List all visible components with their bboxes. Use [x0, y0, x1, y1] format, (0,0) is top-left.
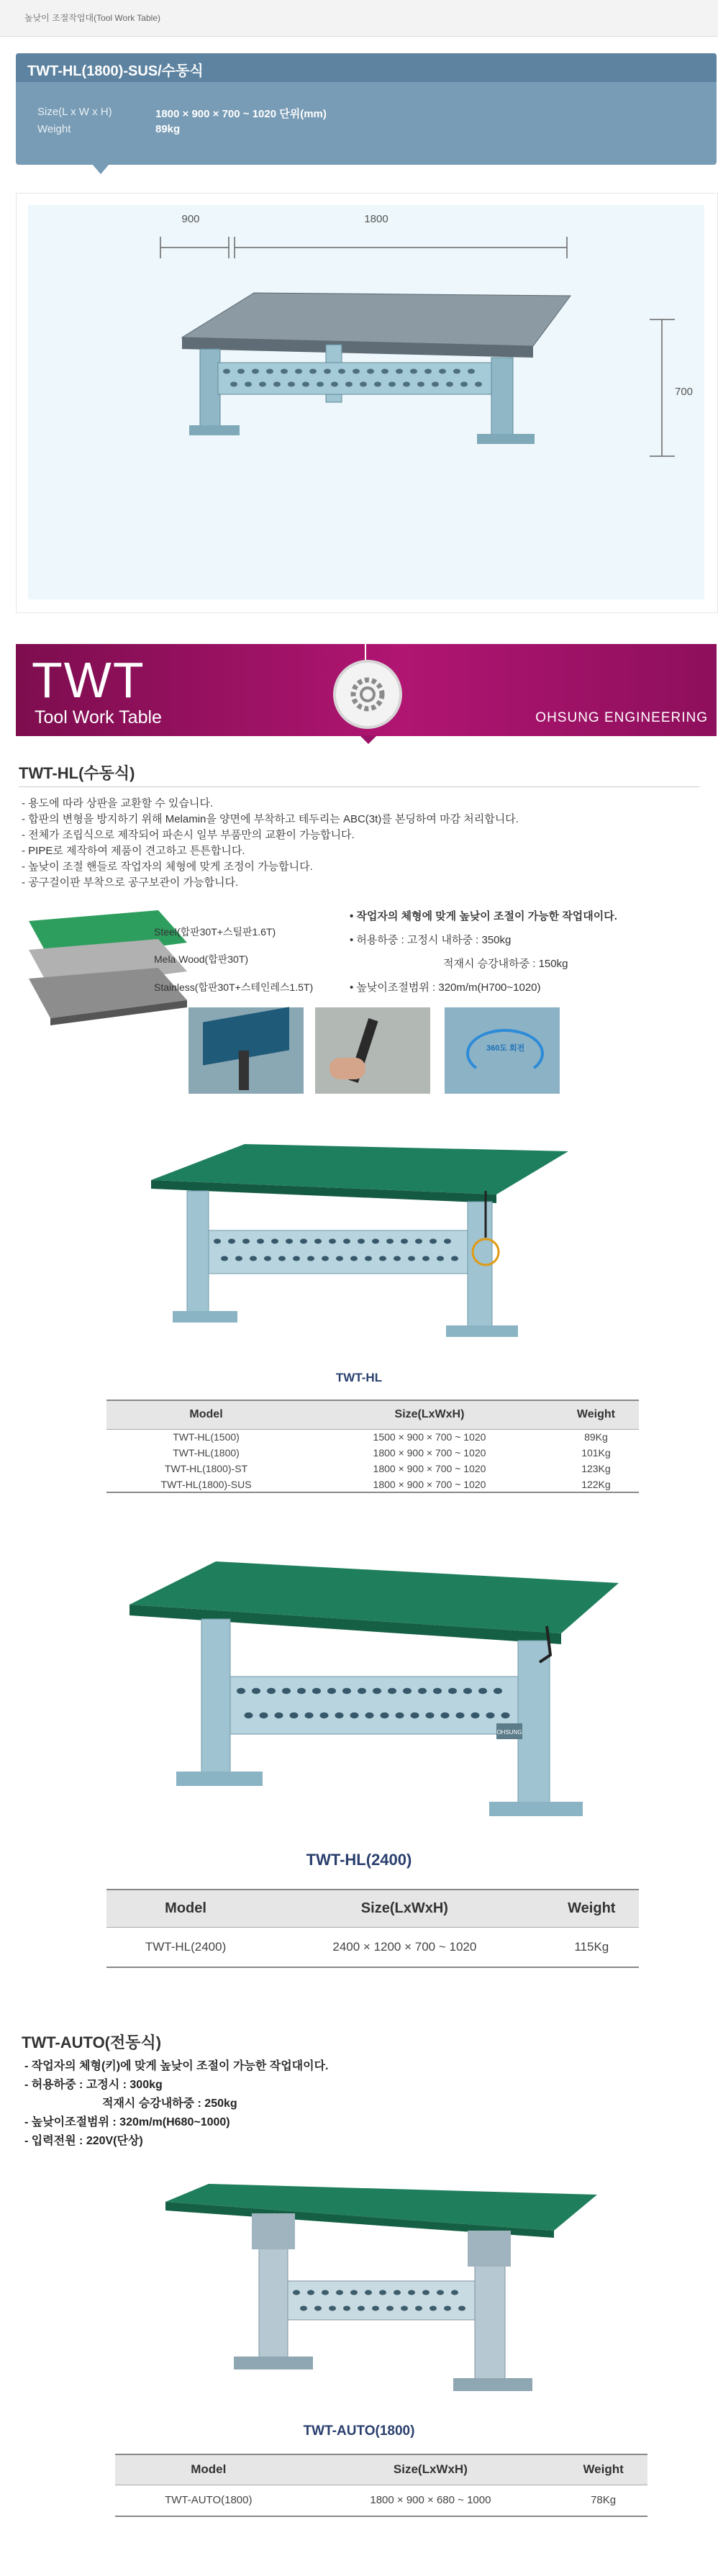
board-hole: [408, 1256, 415, 1261]
auto-spec: - 입력전원 : 220V(단상): [24, 2135, 143, 2147]
board-hole: [365, 1713, 374, 1718]
hl-feature: • 허용하중 : 고정시 내하중 : 350kg: [350, 934, 512, 946]
board-hole: [314, 1239, 322, 1244]
board-hole: [422, 1256, 430, 1261]
detail-photo-handle: [315, 1007, 430, 1094]
board-hole: [230, 382, 237, 387]
board-hole: [456, 1713, 465, 1718]
board-hole: [322, 1256, 329, 1261]
board-hole: [396, 369, 403, 374]
breadcrumb: 높낮이 조절작업대(Tool Work Table): [24, 13, 160, 23]
board-hole: [264, 1256, 271, 1261]
hl-feature: 적재시 승강내하중 : 150kg: [443, 958, 568, 970]
board-hole: [322, 2290, 329, 2295]
col-weight: Weight: [553, 1400, 639, 1429]
board-hole: [282, 1688, 291, 1694]
board-hole: [343, 2306, 350, 2311]
board-hole: [237, 369, 245, 374]
board-hole: [350, 1713, 359, 1718]
table-drawing: [17, 194, 717, 612]
board-hole: [358, 1239, 365, 1244]
board-hole: [320, 1713, 329, 1718]
board-hole: [458, 2306, 465, 2311]
detail-photo-rotation: [445, 1007, 560, 1094]
board-hole: [252, 1688, 260, 1694]
twt-hl-caption: TWT-HL: [335, 1371, 383, 1384]
auto-spec: - 높낮이조절범위 : 320m/m(H680~1000): [24, 2116, 230, 2128]
banner-pointer: [360, 735, 377, 744]
board-hole: [446, 382, 453, 387]
board-hole: [358, 2306, 365, 2311]
banner-subtitle: Tool Work Table: [35, 707, 162, 727]
board-hole: [424, 369, 432, 374]
board-hole: [396, 1713, 404, 1718]
board-hole: [463, 1688, 472, 1694]
board-hole: [360, 382, 367, 387]
board-hole: [290, 1713, 299, 1718]
board-hole: [430, 2306, 437, 2311]
board-hole: [478, 1688, 487, 1694]
table-row: TWT-HL(1500) 1500 × 900 × 700 ~ 1020 89Kg: [173, 1431, 608, 1443]
board-hole: [475, 382, 482, 387]
dim-height: 700: [675, 386, 694, 398]
board-hole: [415, 1239, 422, 1244]
board-hole: [358, 1688, 366, 1694]
board-hole: [403, 382, 410, 387]
auto-spec: 적재시 승강내하중 : 250kg: [102, 2097, 237, 2110]
board-hole: [394, 2290, 401, 2295]
dim-width: 900: [181, 213, 200, 225]
board-hole: [252, 369, 259, 374]
board-hole: [228, 1239, 235, 1244]
material-steel: Steel(합판30T+스틸판1.6T): [154, 926, 276, 938]
twt-hl-product-image: [137, 1123, 568, 1360]
board-hole: [415, 2306, 422, 2311]
hl-section-title: TWT-HL(수동식): [19, 764, 135, 782]
board-hole: [386, 2306, 394, 2311]
board-hole: [221, 1256, 228, 1261]
board-hole: [214, 1239, 221, 1244]
size-value: 1800 × 900 × 700 ~ 1020 단위(mm): [155, 108, 327, 120]
board-hole: [501, 1713, 510, 1718]
col-model: Model: [106, 1400, 306, 1429]
board-hole: [327, 1688, 336, 1694]
twt-auto-product-image: [151, 2180, 597, 2418]
board-hole: [437, 1256, 444, 1261]
spec-header: [16, 53, 717, 165]
board-hole: [317, 382, 324, 387]
board-hole: [422, 2290, 430, 2295]
auto-section-title: TWT-AUTO(전동식): [22, 2033, 162, 2051]
hl-feature: • 높낮이조절범위 : 320m/m(H700~1020): [350, 981, 541, 994]
board-hole: [302, 382, 309, 387]
board-hole: [312, 1688, 321, 1694]
table-row: TWT-HL(1800)-SUS 1800 × 900 × 700 ~ 1020 122Kg: [106, 1477, 639, 1492]
board-hole: [259, 382, 266, 387]
board-hole: [350, 1256, 358, 1261]
twt-banner: [16, 644, 717, 736]
board-hole: [336, 1256, 343, 1261]
table-row: TWT-HL(1800) 1800 × 900 × 700 ~ 1020 101Kg: [173, 1447, 611, 1459]
board-hole: [331, 382, 338, 387]
board-hole: [418, 1688, 427, 1694]
board-hole: [329, 2306, 336, 2311]
board-hole: [305, 1713, 314, 1718]
hl-feature: • 작업자의 체형에 맞게 높낮이 조절이 가능한 작업대이다.: [350, 910, 617, 922]
board-hole: [379, 2290, 386, 2295]
board-hole: [394, 1256, 401, 1261]
board-hole: [460, 382, 468, 387]
board-hole: [293, 2290, 300, 2295]
board-hole: [300, 2306, 307, 2311]
board-hole: [293, 1256, 300, 1261]
hl-bullet: - PIPE로 제작하여 제품이 견고하고 튼튼합니다.: [22, 845, 245, 857]
board-hole: [343, 1239, 350, 1244]
board-hole: [286, 1239, 293, 1244]
board-hole: [266, 369, 273, 374]
board-hole: [444, 2306, 451, 2311]
detail-photo-crank: [188, 1007, 304, 1094]
board-hole: [408, 2290, 415, 2295]
weight-value: 89kg: [155, 123, 181, 135]
board-hole: [451, 1256, 458, 1261]
board-hole: [372, 1239, 379, 1244]
board-hole: [242, 1239, 250, 1244]
board-hole: [439, 369, 446, 374]
board-hole: [335, 1713, 344, 1718]
header-pointer: [92, 164, 109, 174]
board-hole: [494, 1688, 502, 1694]
size-label: Size(L x W x H): [37, 106, 112, 118]
board-hole: [309, 369, 317, 374]
board-hole: [451, 2290, 458, 2295]
auto-spec: - 작업자의 체형(키)에 맞게 높낮이 조절이 가능한 작업대이다.: [24, 2060, 329, 2072]
board-hole: [281, 369, 288, 374]
material-stainless: Stainless(합판30T+스테인레스1.5T): [154, 981, 314, 993]
twt-hl-2400-spec-table: Model Size(LxWxH) Weight TWT-HL(2400) 2400 × 1200 × 700 ~ 1020 115Kg: [106, 1889, 639, 1968]
board-hole: [367, 369, 374, 374]
weight-label: Weight: [37, 123, 71, 135]
board-hole: [448, 1688, 457, 1694]
board-hole: [329, 1239, 336, 1244]
auto-spec: - 허용하중 : 고정시 : 300kg: [24, 2079, 163, 2091]
drawing-panel: [16, 193, 718, 613]
board-hole: [388, 382, 396, 387]
board-hole: [260, 1713, 268, 1718]
brand-plate: OHSUNG: [496, 1729, 522, 1736]
board-hole: [401, 2306, 408, 2311]
board-hole: [471, 1713, 480, 1718]
board-hole: [345, 382, 353, 387]
board-hole: [374, 382, 381, 387]
board-hole: [278, 1256, 286, 1261]
board-hole: [426, 1713, 435, 1718]
twt-hl-spec-table: [106, 1400, 639, 1493]
board-hole: [417, 382, 424, 387]
board-hole: [437, 2290, 444, 2295]
board-hole: [441, 1713, 450, 1718]
board-hole: [271, 1239, 278, 1244]
twt-auto-spec-table: Model Size(LxWxH) Weight TWT-AUTO(1800) 1800 × 900 × 680 ~ 1000 78Kg: [115, 2454, 647, 2517]
board-hole: [223, 369, 230, 374]
board-hole: [381, 369, 388, 374]
board-hole: [267, 1688, 276, 1694]
board-hole: [307, 1256, 314, 1261]
table-row: TWT-HL(1800)-ST 1800 × 900 × 700 ~ 1020 123Kg: [164, 1463, 611, 1474]
banner-logo: TWT: [32, 652, 145, 708]
board-hole: [381, 1713, 389, 1718]
board-hole: [300, 1239, 307, 1244]
board-hole: [444, 1239, 451, 1244]
gear-icon: [333, 660, 402, 729]
twt-hl-2400-caption: TWT-HL(2400): [306, 1851, 412, 1869]
board-hole: [342, 1688, 351, 1694]
board-hole: [275, 1713, 283, 1718]
hl-bullet: - 공구걸이판 부착으로 공구보관이 가능합니다.: [22, 876, 239, 889]
banner-company: OHSUNG ENGINEERING: [535, 710, 708, 725]
hl-bullet: - 전체가 조립식으로 제작되어 파손시 일부 부품만의 교환이 가능합니다.: [22, 829, 355, 841]
board-hole: [288, 382, 295, 387]
board-hole: [235, 1256, 242, 1261]
board-hole: [314, 2306, 322, 2311]
rotation-badge: 360도 회전: [486, 1044, 525, 1053]
board-hole: [453, 369, 460, 374]
rotation-arrow-icon: [466, 1029, 544, 1078]
board-hole: [295, 369, 302, 374]
board-hole: [257, 1239, 264, 1244]
hl-bullet: - 용도에 따라 상판을 교환할 수 있습니다.: [22, 797, 214, 809]
material-mela-wood: Mela Wood(합판30T): [154, 953, 249, 965]
board-hole: [250, 1256, 257, 1261]
board-hole: [379, 1256, 386, 1261]
board-hole: [433, 1688, 442, 1694]
board-hole: [372, 2306, 379, 2311]
board-hole: [410, 369, 417, 374]
board-hole: [245, 1713, 253, 1718]
board-hole: [430, 1239, 437, 1244]
hl-bullet: - 합판의 변형을 방지하기 위해 Melamin을 양면에 부착하고 테두리는 ABC(3t)를 본딩하여 마감 처리합니다.: [22, 813, 519, 825]
dim-length: 1800: [364, 213, 388, 225]
board-hole: [336, 2290, 343, 2295]
board-hole: [486, 1713, 495, 1718]
board-hole: [324, 369, 331, 374]
board-hole: [403, 1688, 412, 1694]
board-hole: [273, 382, 281, 387]
board-hole: [386, 1239, 394, 1244]
twt-hl-2400-product-image: [115, 1540, 633, 1842]
board-hole: [297, 1688, 306, 1694]
board-hole: [468, 369, 475, 374]
board-hole: [350, 2290, 358, 2295]
table-row: TWT-HL(2400) 2400 × 1200 × 700 ~ 1020 115Kg: [106, 1927, 639, 1967]
board-hole: [388, 1688, 396, 1694]
board-hole: [365, 2290, 372, 2295]
board-hole: [237, 1688, 245, 1694]
board-hole: [338, 369, 345, 374]
board-hole: [373, 1688, 381, 1694]
board-hole: [401, 1239, 408, 1244]
spec-title: TWT-HL(1800)-SUS/수동식: [27, 63, 204, 79]
board-hole: [365, 1256, 372, 1261]
breadcrumb-bar: [0, 0, 718, 37]
board-hole: [432, 382, 439, 387]
col-size: Size(LxWxH): [306, 1400, 553, 1429]
board-hole: [411, 1713, 419, 1718]
board-hole: [245, 382, 252, 387]
table-row: TWT-AUTO(1800) 1800 × 900 × 680 ~ 1000 78Kg: [115, 2485, 647, 2516]
hl-bullet: - 높낮이 조절 핸들로 작업자의 체형에 맞게 조정이 가능합니다.: [22, 861, 313, 873]
board-hole: [353, 369, 360, 374]
board-hole: [307, 2290, 314, 2295]
twt-auto-caption: TWT-AUTO(1800): [303, 2423, 415, 2439]
